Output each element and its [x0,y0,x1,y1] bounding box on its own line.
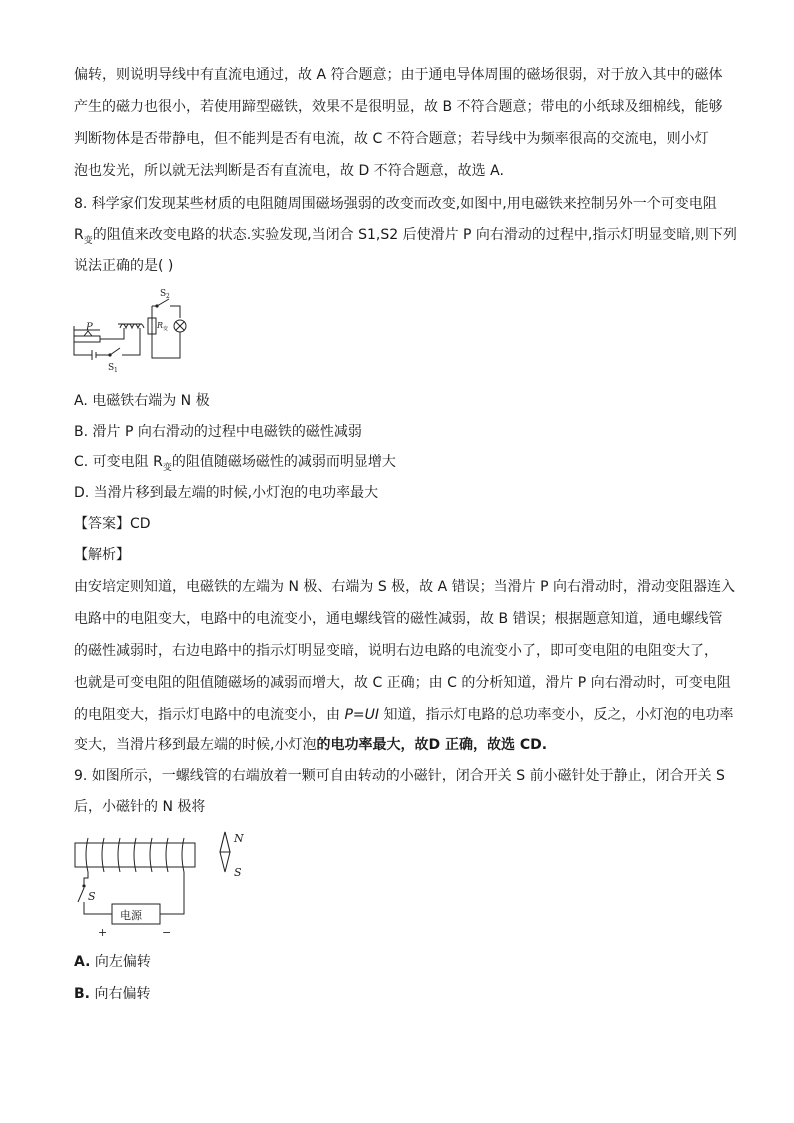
prev-explanation-line: 偏转，则说明导线中有直流电通过，故 A 符合题意；由于通电导体周围的磁场很弱，对于放入其中的磁体 [74,67,723,83]
q9-option-b-text: 向右偏转 [94,986,151,1002]
q9-option-a [74,953,151,971]
answer-tag: 【答案】 [74,516,130,532]
negative-terminal: − [162,926,172,938]
q8-analysis-text: 知道，指示灯电路的总功率变小，反之，小灯泡的电功率 [379,707,734,723]
q8-analysis-text: 的电阻变大，指示灯电路中的电流变小，由 [74,707,345,723]
q9-stem-line: 9. 如图所示，一螺线管的右端放着一颗可自由转动的小磁针，闭合开关 S 前小磁针处于静止，闭合开关 S [74,768,725,784]
q8-option-d: D. 当滑片移到最左端的时候,小灯泡的电功率最大 [74,485,379,501]
q9-option-b-label: B. [74,986,90,1002]
q8-analysis-line: 的磁性减弱时，右边电路中的指示灯明显变暗，说明右边电路的电流变小了，即可变电阻的电阻变大了， [74,643,718,659]
q9-solenoid-figure [68,826,248,938]
r-subscript: 变 [83,235,93,246]
slider-label: P [86,322,93,333]
q9-option-a-label: A. [74,954,91,970]
q9-stem-line: 后，小磁针的 N 极将 [74,799,206,815]
q8-answer [74,515,151,533]
q8-option-c-subscript: 变 [162,462,172,473]
variable-resistor-label: R [157,321,164,330]
q9-option-b [74,985,150,1003]
q8-circuit-figure [72,284,188,376]
q8-stem-line [74,226,737,250]
q8-analysis-line [74,736,547,754]
switch-label: S [88,890,96,903]
switch-s1-subscript: 1 [114,367,118,374]
q8-stem-text: 的阻值来改变电路的状态.实验发现,当闭合 S1,S2 后使滑片 P 向右滑动的过程中,指示灯明显变暗,则下列 [92,227,737,243]
q8-analysis-line: 电路中的电阻变大，电路中的电流变小，通电螺线管的磁性减弱，故 B 错误；根据题意知道，通电螺线管 [74,611,723,627]
q8-option-c [74,453,396,477]
analysis-tag: 【解析】 [74,547,130,563]
q8-analysis-text: 变大，当滑片移到最左端的时候,小灯泡 [74,737,317,753]
switch-s2-subscript: 2 [166,293,170,300]
switch-s2-label: S [160,289,167,299]
q8-stem-line: 说法正确的是( ) [74,258,174,274]
q8-option-c-text-rest: 的阻值随磁场磁性的减弱而明显增大 [171,454,396,470]
south-pole-label: S [234,866,242,879]
positive-terminal: + [98,926,108,938]
formula: P=UI [344,707,380,723]
q8-option-b: B. 滑片 P 向右滑动的过程中电磁铁的磁性减弱 [74,424,362,440]
q8-analysis-line: 由安培定则知道，电磁铁的左端为 N 极、右端为 S 极，故 A 错误；当滑片 P 向右滑动时，滑动变阻器连入 [74,579,735,595]
prev-explanation-line: 判断物体是否带静电，但不能判是否有电流，故 C 不符合题意；若导线中为频率很高的交流电，则小灯 [74,131,709,147]
r-symbol: R [74,227,84,243]
q9-option-a-text: 向左偏转 [94,954,151,970]
variable-resistor-subscript: 变 [163,326,169,332]
q8-analysis-line: 也就是可变电阻的阻值随磁场的减弱而增大，故 C 正确；由 C 的分析知道，滑片 P 向右滑动时，可变电阻 [74,675,731,691]
q8-analysis-line [74,706,733,724]
q8-option-c-text: C. 可变电阻 R [74,454,163,470]
power-source-label: 电源 [120,909,142,922]
q8-analysis-bold: 的电功率最大，故D 正确，故选 CD. [316,737,548,753]
answer-value: CD [130,516,151,532]
north-pole-label: N [234,832,244,845]
switch-s1-label: S [108,363,115,373]
q8-stem-line: 8. 科学家们发现某些材质的电阻随周围磁场强弱的改变而改变,如图中,用电磁铁来控制另外一个可变电阻 [74,196,717,212]
prev-explanation-line: 产生的磁力也很小，若使用蹄型磁铁，效果不是很明显，故 B 不符合题意；带电的小纸球及细棉线，能够 [74,99,723,115]
q8-option-a: A. 电磁铁右端为 N 极 [74,393,210,409]
prev-explanation-line: 泡也发光，所以就无法判断是否有直流电，故 D 不符合题意，故选 A. [74,163,504,179]
